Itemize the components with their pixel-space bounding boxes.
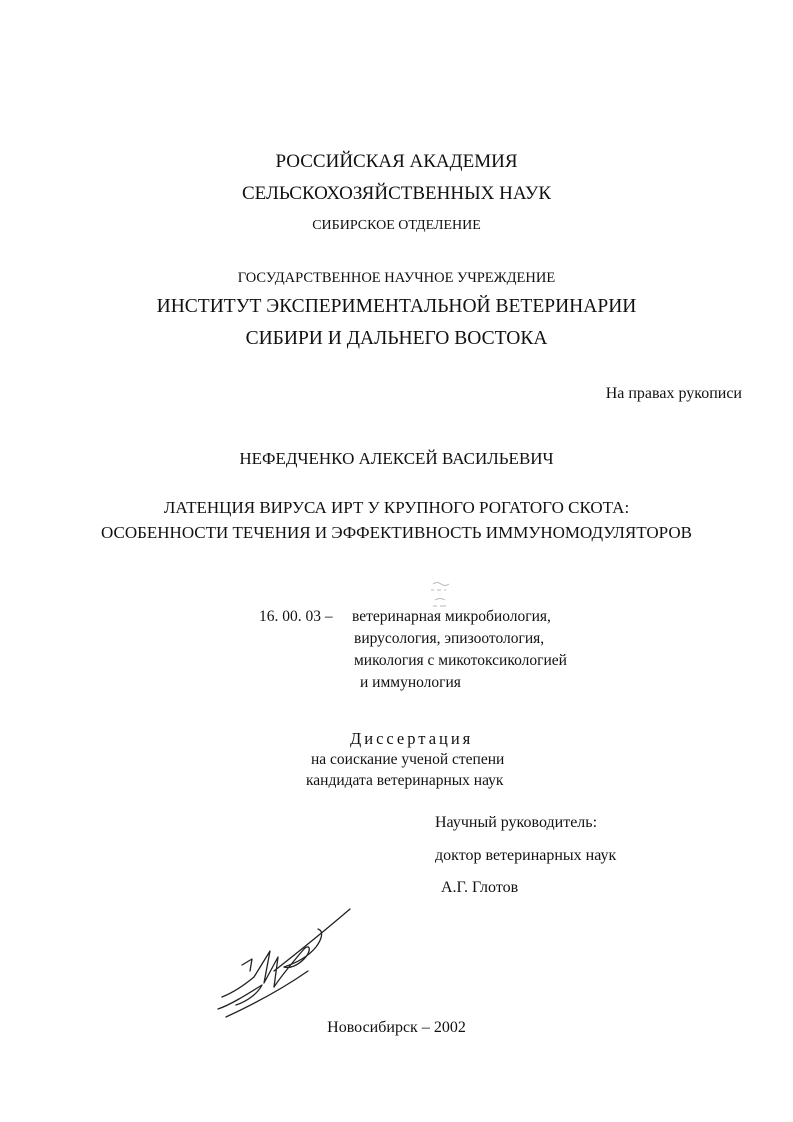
branch-name: СИБИРСКОЕ ОТДЕЛЕНИЕ — [312, 218, 481, 233]
specialty-line-3: микология с микотоксикологией — [354, 652, 567, 669]
institute-line-2: СИБИРИ И ДАЛЬНЕГО ВОСТОКА — [245, 328, 548, 349]
specialty-line-4: и иммунология — [360, 674, 461, 691]
dissertation-label: Диссертация — [350, 729, 474, 748]
institution-type: ГОСУДАРСТВЕННОЕ НАУЧНОЕ УЧРЕЖДЕНИЕ — [237, 270, 556, 286]
academy-line-1: РОССИЙСКАЯ АКАДЕМИЯ — [275, 151, 518, 172]
institute-line-1: ИНСТИТУТ ЭКСПЕРИМЕНТАЛЬНОЙ ВЕТЕРИНАРИИ — [156, 296, 637, 317]
supervisor-degree: доктор ветеринарных наук — [435, 847, 617, 864]
handwritten-signature — [212, 905, 357, 1020]
specialty-line-1: ветеринарная микробиология, — [352, 608, 551, 625]
city-year: Новосибирск – 2002 — [327, 1019, 466, 1036]
thesis-title-line-2: ОСОБЕННОСТИ ТЕЧЕНИЯ И ЭФФЕКТИВНОСТЬ ИММУНОМОДУЛЯТОРОВ — [101, 523, 692, 542]
supervisor-name: А.Г. Глотов — [441, 879, 519, 896]
author-name: НЕФЕДЧЕНКО АЛЕКСЕЙ ВАСИЛЬЕВИЧ — [239, 449, 554, 468]
specialty-code: 16. 00. 03 – — [259, 608, 333, 625]
academy-line-2: СЕЛЬСКОХОЗЯЙСТВЕННЫХ НАУК — [241, 183, 552, 204]
thesis-title-line-1: ЛАТЕНЦИЯ ВИРУСА ИРТ У КРУПНОГО РОГАТОГО СКОТА: — [163, 498, 630, 517]
specialty-line-2: вирусология, эпизоотология, — [354, 630, 545, 647]
manuscript-note: На правах рукописи — [605, 385, 742, 402]
dissertation-line-1: на соискание ученой степени — [311, 751, 505, 768]
supervisor-label: Научный руководитель: — [435, 814, 598, 831]
dissertation-line-2: кандидата ветеринарных наук — [306, 772, 504, 789]
